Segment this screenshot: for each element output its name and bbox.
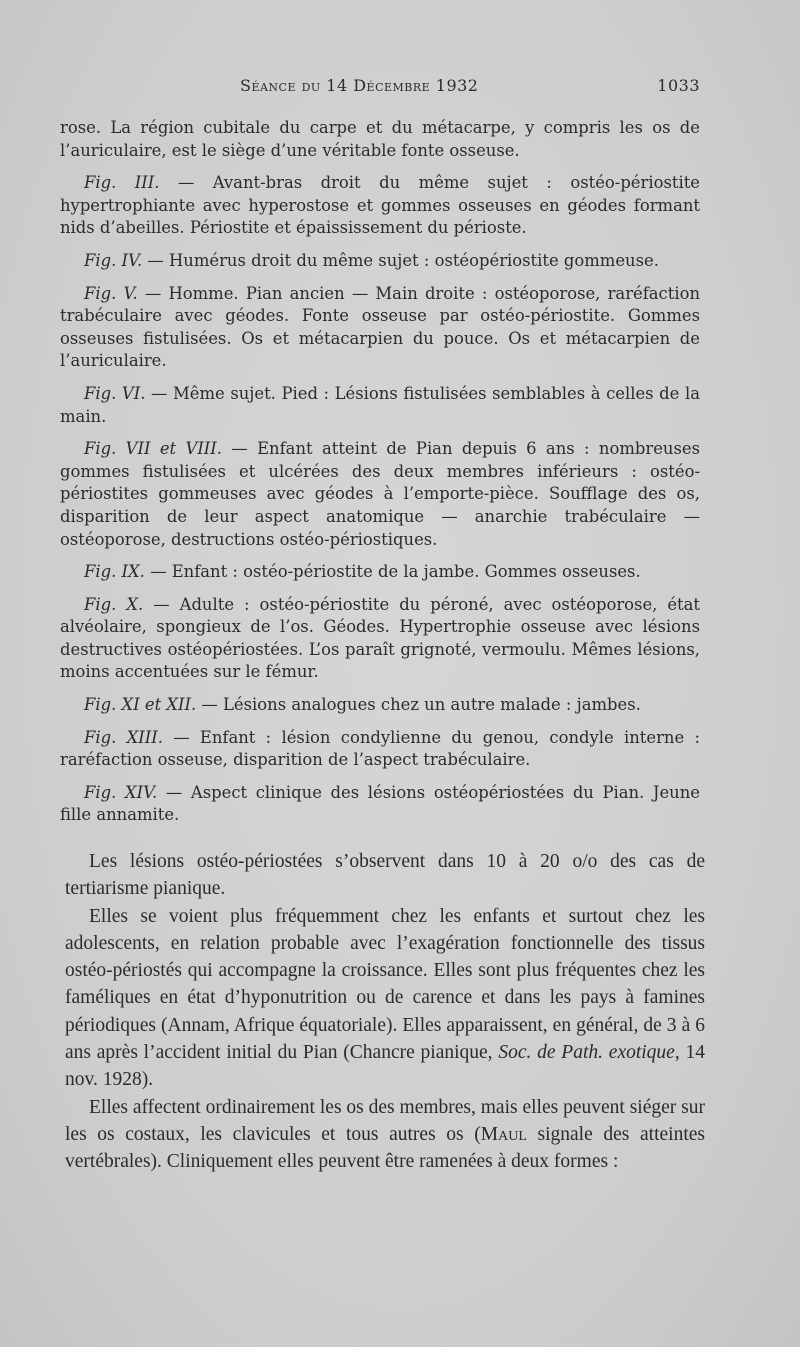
caption-continuation — [60, 117, 700, 162]
header-title: Séance du 14 Décembre 1932 — [240, 76, 479, 95]
body-paragraph-1 — [65, 848, 705, 903]
caption-text: — Enfant atteint de Pian depuis 6 ans : nombreuses gommes fistulisées et ulcérées des deux membres inférieurs : ostéo-périostites gommeuses avec géodes à l’emporte-pièce. Soufflage des os, disparition de leur aspect anatomique — anarchie trabéculaire — ostéoporose, destructions ostéo-périostiques. — [60, 439, 700, 549]
figure-captions — [60, 117, 700, 837]
caption-fig-9 — [60, 561, 700, 584]
paragraph-text: Les lésions ostéo-périostées s’observent dans 10 à 20 o/o des cas de tertiarisme pianique. — [65, 851, 705, 900]
caption-fig-6 — [60, 383, 700, 428]
body-paragraph-3 — [65, 1094, 705, 1176]
caption-fig-11-12 — [60, 694, 700, 717]
paragraph-text: signale des atteintes vertébrales). Cliniquement elles peuvent être ramenées à deux formes : — [65, 1123, 705, 1173]
caption-fig-4 — [60, 250, 700, 273]
fig-label: Fig. V. — [84, 283, 138, 303]
caption-text: — Même sujet. Pied : Lésions fistulisées semblables à celles de la main. — [60, 383, 700, 426]
caption-text: — Avant-bras droit du même sujet : ostéo-périostite hypertrophiante avec hyperostose et gommes osseuses en géodes formant nids d’abeilles. Périostite et épaississement du périoste. — [60, 173, 700, 238]
caption-text: — Humérus droit du même sujet : ostéopériostite gommeuse. — [142, 250, 659, 270]
fig-label: Fig. XIV. — [84, 782, 158, 802]
fig-label: Fig. XIII. — [84, 727, 163, 747]
body-text — [65, 848, 705, 1176]
caption-text: — Homme. Pian ancien — Main droite : ostéoporose, raréfaction trabéculaire avec géodes. Fonte osseuse par ostéo-périostite. Gommes osseuses fistulisées. Os et métacarpien du pouce. Os et métacarpien de l’auriculaire. — [60, 283, 700, 371]
body-paragraph-2 — [65, 903, 705, 1094]
caption-text: — Enfant : lésion condylienne du genou, condyle interne : raréfaction osseuse, disparition de l’aspect trabéculaire. — [60, 727, 700, 770]
caption-fig-3 — [60, 172, 700, 240]
paragraph-text: Elles se voient plus fréquemment chez les enfants et surtout chez les adolescents, en relation probable avec l’exagération fonctionnelle des tissus ostéo-périostés qui accompagne la croissance. Elles sont plus fréquentes chez les faméliques en état d’hyponutrition ou de carence et dans les pays à famines périodiques (Annam, Afrique équatoriale). Elles apparaissent, en général, de 3 à 6 ans après l’accident initial du Pian (Chancre pianique, — [65, 905, 705, 1064]
fig-label: Fig. IV. — [84, 250, 143, 270]
fig-label: Fig. VI. — [84, 383, 146, 403]
author-name: Maul — [480, 1123, 527, 1145]
caption-fig-10 — [60, 594, 700, 684]
fig-label: Fig. X. — [84, 594, 144, 614]
caption-text: rose. La région cubitale du carpe et du métacarpe, y compris les os de l’auriculaire, est le siège d’une véritable fonte osseuse. — [60, 118, 700, 160]
caption-fig-13 — [60, 727, 700, 772]
caption-fig-14 — [60, 782, 700, 827]
fig-label: Fig. IX. — [84, 562, 145, 582]
paragraph-text: Elles affectent ordinairement les os des membres, mais elles peuvent siéger sur les os costaux, les clavicules et tous autres os ( — [65, 1096, 705, 1145]
fig-label: Fig. III. — [84, 173, 160, 193]
caption-text: — Lésions analogues chez un autre malade : jambes. — [196, 695, 641, 715]
caption-fig-7-8 — [60, 438, 700, 551]
journal-reference: Soc. de Path. exotique — [498, 1042, 675, 1064]
fig-label: Fig. VII et VIII. — [84, 439, 222, 459]
caption-text: — Adulte : ostéo-périostite du péroné, avec ostéoporose, état alvéolaire, spongieux de l’os. Géodes. Hypertrophie osseuse avec lésions destructives ostéopériostées. L’os paraît grignoté, vermoulu. Mêmes lésions, moins accentuées sur le fémur. — [60, 594, 701, 682]
caption-text: — Aspect clinique des lésions ostéopériostées du Pian. Jeune fille annamite. — [60, 782, 700, 825]
page-number: 1033 — [657, 76, 700, 95]
caption-fig-5 — [60, 283, 700, 373]
fig-label: Fig. XI et XII. — [84, 695, 197, 715]
caption-text: — Enfant : ostéo-périostite de la jambe. Gommes osseuses. — [144, 562, 641, 582]
paragraph-text: , 14 nov. 1928). — [65, 1042, 705, 1091]
